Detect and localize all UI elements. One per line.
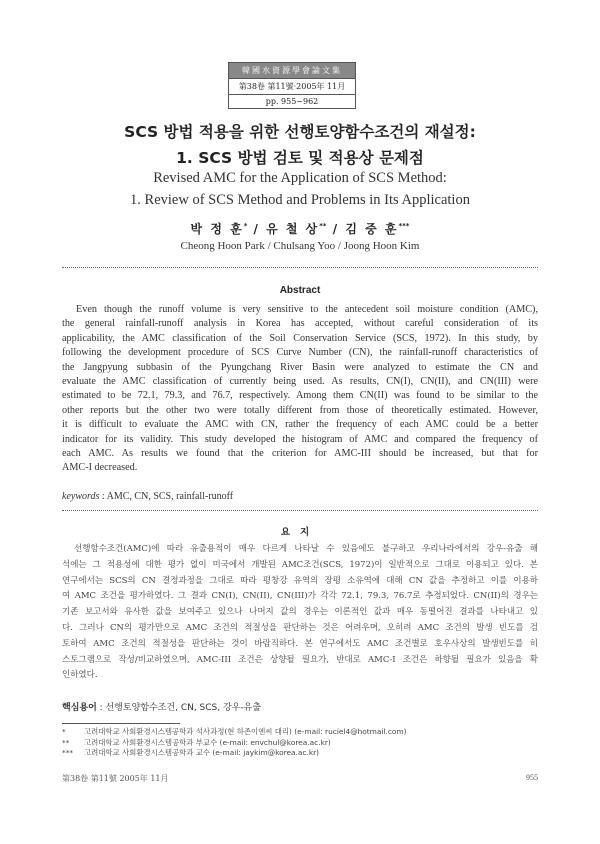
summary-body bbox=[62, 542, 538, 684]
keywords-ko-value: 선행토양함수조건, CN, SCS, 강우-유출 bbox=[105, 703, 262, 713]
author-1-mark: * bbox=[243, 222, 248, 230]
section-divider bbox=[62, 267, 538, 268]
footnote-mark: ** bbox=[62, 737, 70, 747]
summary-line: 인하였다. bbox=[62, 670, 98, 681]
keywords-english: keywords : AMC, CN, SCS, rainfall-runoff bbox=[62, 491, 234, 502]
footnote-mark: * bbox=[62, 727, 66, 736]
abstract-line: following the development procedure of SCS Curve Number (CN), the rainfall-runoff characteristics of bbox=[62, 347, 538, 359]
summary-line: 스토그램으로 작성/비교하였으며, AMC-III 조건은 상향될 필요가, 반대로 AMC-I 조건은 하향될 필요가 있음을 확 bbox=[62, 654, 538, 665]
abstract-line: estimated to be 72.1, 79.3, and 76.7, respectively. Among them CN(II) was found to be similar to the bbox=[62, 390, 538, 402]
author-2-name: 유 철 상 bbox=[266, 222, 320, 236]
summary-line: 여 AMC 조건을 평가하였다. 그 결과 CN(I), CN(II), CN(III)가 각각 72.1, 79.3, 76.7로 추정되었다. CN(II)의 경우는 bbox=[62, 591, 538, 602]
summary-line: 토하여 AMC 조건의 적절성을 판단하는 것이 바람직하다. 본 연구에서도 AMC 조건별로 호우사상의 발생빈도를 히 bbox=[62, 638, 538, 649]
journal-pages: pp. 955∼962 bbox=[265, 97, 319, 106]
footnote-text: 고려대학교 사회환경시스템공학과 교수 (e-mail: jaykim@korea.ac.kr) bbox=[84, 748, 320, 758]
title-korean-line1: SCS 방법 적용을 위한 선행토양함수조건의 재설정: bbox=[124, 123, 476, 141]
abstract-line: Even though the runoff volume is very sensitive to the antecedent soil moisture condition (AMC), bbox=[76, 304, 538, 315]
footer-journal-issue: 第38卷 第11號 2005年 11月 bbox=[62, 774, 169, 783]
authors-korean bbox=[0, 220, 600, 237]
footnote-text: 고려대학교 사회환경시스템공학과 부교수 (e-mail: envchul@korea.ac.kr) bbox=[84, 737, 331, 747]
summary-line: 연구에서는 SCS의 CN 결정과정을 그대로 따라 평창강 유역의 장평 소유역에 대해 CN 값을 추정하고 이를 이용하 bbox=[62, 575, 538, 586]
abstract-line: the Jangpyung subbasin of the Pyungchang River Basin were analyzed to estimate the CN and bbox=[62, 361, 538, 373]
summary-line: 선행함수조건(AMC)에 따라 유출용적이 매우 다르게 나타날 수 있음에도 불구하고 우리나라에서의 강우-유출 해 bbox=[74, 544, 538, 554]
keywords-label: keywords bbox=[62, 491, 100, 502]
keywords-ko-label: 핵심용어 bbox=[62, 703, 97, 713]
abstract-line: AMC-I decreased. bbox=[62, 462, 138, 474]
abstract-line: the general rainfall-runoff analysis in Korea has accepted, without careful consideration of its bbox=[62, 318, 538, 330]
abstract-line: other reports but the other two were totally different from those of theoretically estimated. However, bbox=[62, 404, 538, 416]
abstract-line: it is difficult to evaluate the AMC with CN, rather the frequency of each AMC could be a better bbox=[62, 419, 538, 431]
journal-volume-issue: 第38卷 第11號·2005年 11月 bbox=[229, 79, 355, 95]
author-3-mark: *** bbox=[398, 222, 410, 230]
page-number: 955 bbox=[526, 773, 538, 782]
footnote bbox=[62, 748, 538, 759]
summary-line: 기존 보고서와 유사한 값을 보여주고 있으나 나머지 값의 경우는 이론적인 값과 매우 동떨어진 결과를 나타내고 있 bbox=[62, 607, 538, 618]
footnotes bbox=[62, 727, 538, 759]
footnote-rule bbox=[62, 723, 180, 724]
abstract-heading: Abstract bbox=[279, 285, 321, 296]
journal-info-box bbox=[228, 62, 356, 109]
title-english-line2: 1. Review of SCS Method and Problems in Its Application bbox=[130, 192, 470, 208]
footnote bbox=[62, 738, 538, 749]
summary-heading: 요지 bbox=[280, 527, 320, 538]
footnote bbox=[62, 727, 538, 738]
keywords-value: AMC, CN, SCS, rainfall-runoff bbox=[106, 491, 234, 502]
footnote-text: 고려대학교 사회환경시스템공학과 석사과정(현 하존이엔씨 대리) (e-mail: ruciel4@hotmail.com) bbox=[84, 727, 407, 736]
author-1-name: 박 정 훈 bbox=[190, 222, 244, 236]
abstract-line: applicability, the AMC classification of the Soil Conservation Service (SCS, 1972). In this study, by bbox=[62, 332, 538, 344]
title-english-line1: Revised AMC for the Application of SCS Method: bbox=[153, 170, 447, 186]
footnote-mark: *** bbox=[62, 748, 74, 758]
journal-name: 韓國水資源學會論文集 bbox=[229, 63, 355, 79]
summary-line: 석에는 그 적용성에 대한 평가 없이 미국에서 개발된 AMC조건(SCS, 1972)이 일반적으로 그대로 이용되고 있다. 본 bbox=[62, 559, 538, 570]
author-separator: / bbox=[247, 222, 267, 236]
author-2-mark: ** bbox=[319, 222, 327, 230]
abstract-line: indicator for its validity. This study developed the histogram of AMC and compared the frequency of bbox=[62, 433, 538, 445]
author-3-name: 김 중 훈 bbox=[345, 222, 399, 236]
keywords-korean: 핵심용어 : 선행토양함수조건, CN, SCS, 강우-유출 bbox=[62, 703, 262, 713]
title-korean-line2: 1. SCS 방법 검토 및 적용상 문제점 bbox=[176, 149, 424, 167]
abstract-line: each AMC. As results we found that the criterion for AMC-III should be increased, but that for bbox=[62, 448, 538, 460]
abstract-body bbox=[62, 303, 538, 476]
authors-english: Cheong Hoon Park / Chulsang Yoo / Joong Hoon Kim bbox=[180, 240, 420, 252]
section-divider bbox=[62, 510, 538, 511]
summary-line: 다. 그러나 CN의 평가만으로 AMC 조건의 적절성을 판단하는 것은 어려우며, 오히려 AMC 조건의 발생 빈도를 검 bbox=[62, 622, 538, 633]
author-separator: / bbox=[326, 222, 346, 236]
abstract-line: evaluate the AMC classification of currently being used. As results, CN(I), CN(II), and CN(III) were bbox=[62, 376, 538, 388]
